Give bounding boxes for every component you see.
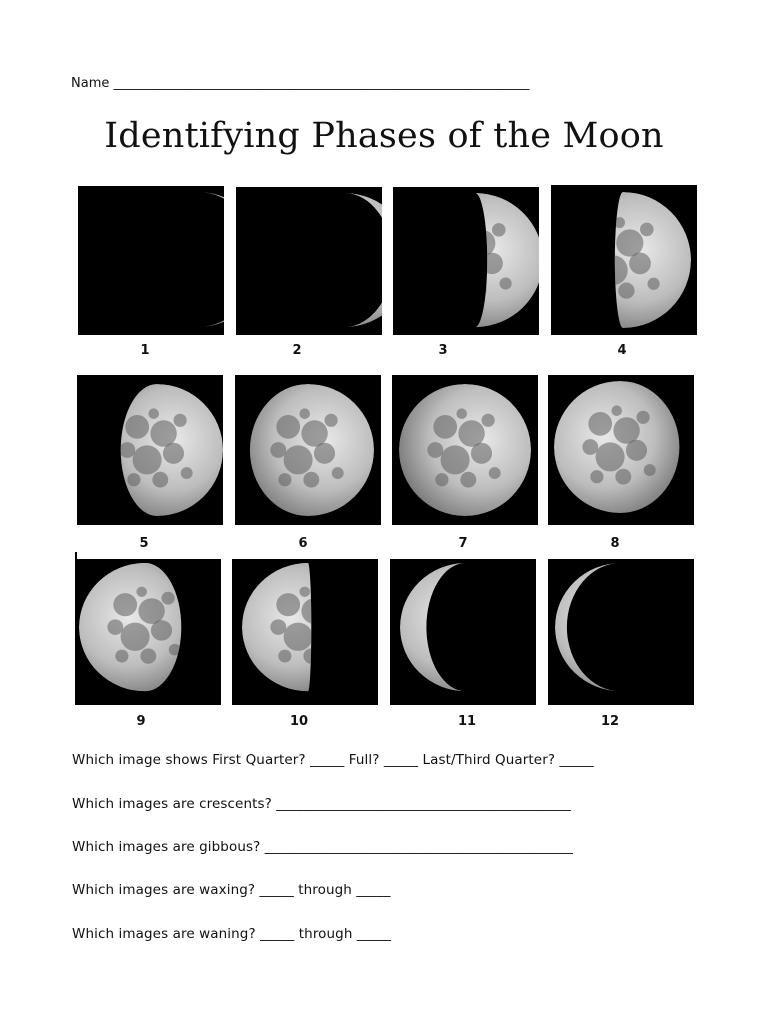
moon-image-10 bbox=[232, 559, 378, 705]
moon-image-8 bbox=[548, 375, 694, 525]
phase-label-9: 9 bbox=[136, 714, 146, 729]
phase-label-7: 7 bbox=[458, 536, 468, 551]
phase-label-10: 10 bbox=[289, 714, 309, 729]
question-waning[interactable]: Which images are waning? _____ through _____ bbox=[72, 926, 392, 942]
question-crescents[interactable]: Which images are crescents? ___________________________________________ bbox=[72, 796, 571, 812]
phase-label-1: 1 bbox=[140, 343, 150, 358]
phase-label-8: 8 bbox=[610, 536, 620, 551]
phase-label-11: 11 bbox=[457, 714, 477, 729]
moon-image-11 bbox=[390, 559, 536, 705]
question-gibbous[interactable]: Which images are gibbous? _____________________________________________ bbox=[72, 839, 574, 855]
moon-image-2 bbox=[236, 187, 382, 335]
moon-image-3 bbox=[393, 187, 539, 335]
moon-image-4 bbox=[551, 185, 697, 335]
question-quarter-full[interactable]: Which image shows First Quarter? _____ Full? _____ Last/Third Quarter? _____ bbox=[72, 752, 594, 768]
moon-image-12 bbox=[548, 559, 694, 705]
moon-image-5 bbox=[77, 375, 223, 525]
question-waxing[interactable]: Which images are waxing? _____ through _____ bbox=[72, 882, 391, 898]
moon-image-6 bbox=[235, 375, 381, 525]
phase-label-5: 5 bbox=[139, 536, 149, 551]
moon-image-7 bbox=[392, 375, 538, 525]
phase-label-2: 2 bbox=[292, 343, 302, 358]
phase-label-6: 6 bbox=[298, 536, 308, 551]
phase-label-3: 3 bbox=[438, 343, 448, 358]
phase-label-4: 4 bbox=[617, 343, 627, 358]
name-field-line[interactable]: Name ________________________________________________________________ bbox=[71, 76, 530, 91]
page-title: Identifying Phases of the Moon bbox=[104, 116, 664, 156]
moon-image-1 bbox=[78, 186, 224, 335]
phase-label-12: 12 bbox=[600, 714, 620, 729]
moon-image-9 bbox=[75, 559, 221, 705]
